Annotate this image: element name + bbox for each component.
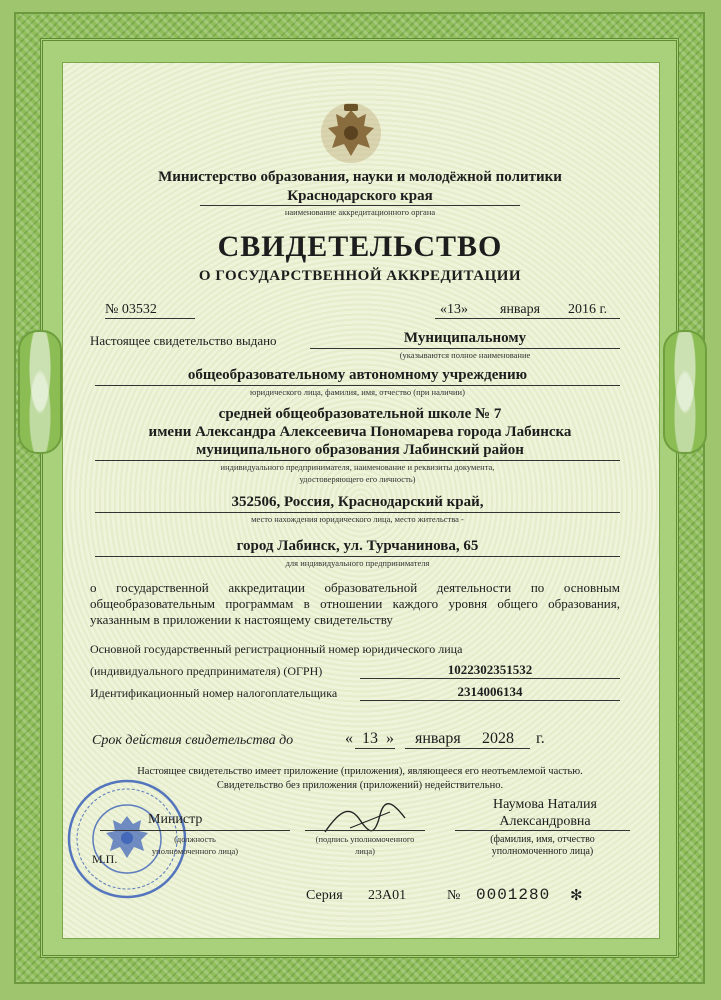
address-line-1 [95,512,620,513]
ministry-caption: наименование аккредитационного органа [284,207,436,217]
issued-to-value-1: Муниципальному [403,330,527,346]
address-caption-1: место нахождения юридического лица, место жительства - [251,514,464,524]
signature-line [305,830,425,831]
address-caption-2: для индивидуального предпринимателя [285,558,430,568]
appendix-note-1: Настоящее свидетельство имеет приложение (приложения), являющееся его неотъемлемой частью. [137,766,583,777]
validity-quote-close: » [386,730,394,747]
validity-date-line [405,748,530,749]
validity-day: 13 [362,730,378,747]
validity-suffix: г. [536,730,545,747]
issue-month: января [500,302,541,317]
address-value-2: город Лабинск, ул. Турчанинова, 65 [236,538,479,554]
issued-to-label: Настоящее свидетельство выдано [90,333,277,348]
appendix-note-2: Свидетельство без приложения (приложений) недействительно. [216,780,504,791]
issued-to-value-3: средней общеобразовательной школе № 7 [218,406,502,422]
address-value-1: 352506, Россия, Краснодарский край, [231,494,484,510]
issued-line-2 [95,385,620,386]
issue-day: «13» [440,302,468,317]
name-caption-2: уполномоченного лица) [491,846,594,857]
position-line [100,830,290,831]
issued-caption-3: индивидуального предпринимателя, наименование и реквизиты документа, [220,462,495,472]
ministry-name: Министерство образования, науки и молодёжной политики [158,169,562,185]
coat-of-arms-icon [318,100,384,166]
series-value: 23А01 [368,888,407,903]
certificate-number: № 03532 [105,302,157,317]
position-caption-1: (должность [174,834,216,844]
inn-label: Идентификационный номер налогоплательщика [90,686,338,700]
series-number-label: № [447,888,461,903]
validity-year: 2028 [482,730,514,747]
ogrn-line [360,678,620,679]
series-number: 0001280 [476,886,551,904]
mp-label: М.П. [92,852,118,866]
ogrn-label-1: Основной государственный регистрационный номер юридического лица [90,642,463,656]
issued-caption-4: удостоверяющего его личность) [299,474,416,484]
signature-caption-1: (подпись уполномоченного [315,834,415,844]
accreditation-text: о государственной аккредитации образовательной деятельности по основным общеобразовательным программам в отношении каждого уровня общего образования, указанным в приложении к настоящему свидетельству [90,580,620,627]
signature-caption-2: лица) [355,846,375,856]
issued-caption-1: (указываются полное наименование [399,350,531,360]
date-underline [435,318,620,319]
name-caption-1: (фамилия, имя, отчество [490,834,595,845]
issued-caption-2: юридического лица, фамилия, имя, отчество (при наличии) [250,387,465,397]
document-subtitle: О ГОСУДАРСТВЕННОЙ АККРЕДИТАЦИИ [198,268,522,284]
ministry-underline [200,205,520,206]
signatory-name-1: Наумова Наталия [493,797,597,812]
ministry-region: Краснодарского края [287,188,433,204]
inn-line [360,700,620,701]
left-ornament [18,330,62,454]
signatory-name-2: Александровна [499,814,591,829]
issue-year: 2016 г. [568,302,608,317]
ogrn-value: 1022302351532 [447,662,533,677]
issued-line-1 [310,348,620,349]
address-line-2 [95,556,620,557]
name-line [455,830,630,831]
issued-line-3 [95,460,620,461]
number-underline [105,318,195,319]
validity-month: января [415,730,461,747]
ogrn-label-2: (индивидуального предпринимателя) (ОГРН) [90,664,323,678]
signatory-position: Министр [148,812,203,827]
inn-value: 2314006134 [457,684,523,699]
issued-to-value-5: муниципального образования Лабинский район [196,442,524,458]
issued-to-value-2: общеобразовательному автономному учреждению [187,367,528,383]
document-title: СВИДЕТЕЛЬСТВО [217,230,503,263]
series-label: Серия [306,888,343,903]
issued-to-value-4: имени Александра Алексеевича Пономарева города Лабинска [148,424,572,440]
validity-label: Срок действия свидетельства до [92,733,294,748]
validity-day-line [355,748,395,749]
series-mark: ✻ [570,888,583,904]
position-caption-2: уполномоченного лица) [151,846,239,856]
right-ornament [663,330,707,454]
validity-quote-open: « [345,730,353,747]
